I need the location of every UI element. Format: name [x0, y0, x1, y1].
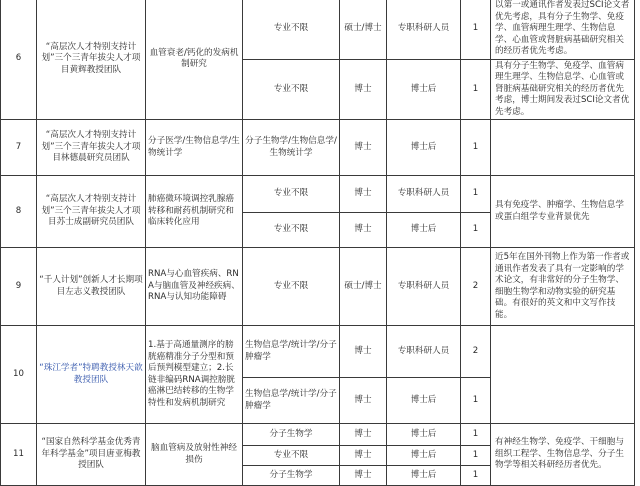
team-name: “高层次人才特别支持计划”三个三青年拔尖人才项目林德晨研究员团队	[37, 120, 146, 176]
requirement-cell: 近5年在国外刊物上作为第一作者或通讯作者发表了具有一定影响的学术论文，有非常好的分子生物学、细胞生物学和动物实验的研究基础。有很好的英文和中文写作技能。	[491, 248, 635, 326]
row-number: 6	[1, 0, 37, 120]
position-cell: 专职科研人员	[387, 248, 461, 326]
table-row	[1, 120, 635, 176]
team-name: “千人计划”创新人才长期项目左志义教授团队	[37, 248, 146, 326]
table-row	[1, 326, 635, 378]
degree-cell: 博士	[340, 59, 387, 120]
count-cell: 1	[461, 213, 491, 248]
count-cell: 1	[461, 378, 491, 424]
degree-cell: 博士	[340, 446, 387, 466]
major-cell: 分子生物学/生物信息学/生物统计学	[243, 120, 340, 176]
table-row	[1, 176, 635, 213]
count-cell: 2	[461, 326, 491, 378]
requirement-cell	[491, 120, 635, 176]
degree-cell: 博士	[340, 176, 387, 213]
major-cell: 专业不限	[243, 213, 340, 248]
row-number: 11	[1, 424, 37, 486]
research-direction: 血管衰老/钙化的发病机制研究	[146, 0, 243, 120]
research-direction: 肺癌微环境调控乳腺癌转移和耐药机制研究和临床转化应用	[146, 176, 243, 248]
major-cell: 专业不限	[243, 0, 340, 59]
research-direction: RNA与心血管疾病、RNA与脑血管及神经疾病、RNA与认知功能障碍	[146, 248, 243, 326]
position-cell: 博士后	[387, 213, 461, 248]
count-cell: 1	[461, 120, 491, 176]
count-cell: 1	[461, 466, 491, 486]
table-row	[1, 248, 635, 326]
position-cell: 专职科研人员	[387, 176, 461, 213]
team-name: “国家自然科学基金优秀青年科学基金”项目唐亚梅教授团队	[37, 424, 146, 486]
position-cell: 博士后	[387, 120, 461, 176]
position-cell: 博士后	[387, 378, 461, 424]
requirement-cell: 以第一或通讯作者发表过SCI论文者优先考虑，具有分子生物学、免疫学、血管病理生理学、生物信息学、心血管或肾脏病基础研究相关的经历者优先考虑。	[491, 0, 635, 59]
count-cell: 1	[461, 424, 491, 446]
position-cell: 专职科研人员	[387, 326, 461, 378]
team-name: “高层次人才特别支持计划”三个三青年拔尖人才项目苏士成副研究员团队	[37, 176, 146, 248]
research-direction: 分子医学/生物信息学/生物统计学	[146, 120, 243, 176]
degree-cell: 博士	[340, 213, 387, 248]
row-number: 7	[1, 120, 37, 176]
position-cell: 博士后	[387, 59, 461, 120]
count-cell: 1	[461, 59, 491, 120]
requirement-cell	[491, 326, 635, 424]
major-cell: 生物信息学/统计学/分子肿瘤学	[243, 378, 340, 424]
major-cell: 专业不限	[243, 176, 340, 213]
position-cell: 博士后	[387, 424, 461, 446]
count-cell: 1	[461, 446, 491, 466]
row-number: 9	[1, 248, 37, 326]
major-cell: 分子生物学	[243, 466, 340, 486]
major-cell: 专业不限	[243, 248, 340, 326]
row-number: 10	[1, 326, 37, 424]
degree-cell: 硕士/博士	[340, 248, 387, 326]
requirement-cell: 具有免疫学、肿瘤学、生物信息学或蛋白组学专业背景优先	[491, 176, 635, 248]
row-number: 8	[1, 176, 37, 248]
position-cell: 博士后	[387, 446, 461, 466]
degree-cell: 硕士/博士	[340, 0, 387, 59]
position-cell: 博士后	[387, 466, 461, 486]
degree-cell: 博士	[340, 424, 387, 446]
count-cell: 1	[461, 176, 491, 213]
research-direction: 脑血管病及放射性神经损伤	[146, 424, 243, 486]
requirement-cell: 有神经生物学、免疫学、干细胞与组织工程学、生物信息学、分子生物学等相关科研经历者优先。	[491, 424, 635, 486]
degree-cell: 博士	[340, 378, 387, 424]
major-cell: 专业不限	[243, 59, 340, 120]
position-cell: 专职科研人员	[387, 0, 461, 59]
major-cell: 分子生物学	[243, 424, 340, 446]
table-row	[1, 0, 635, 59]
table-row	[1, 424, 635, 446]
degree-cell: 博士	[340, 326, 387, 378]
requirement-cell: 具有分子生物学、免疫学、血管病理生理学、生物信息学、心血管或肾脏病基础研究相关的经历者优先考虑，博士期间发表过SCI论文者优先考虑。	[491, 59, 635, 120]
major-cell: 专业不限	[243, 446, 340, 466]
team-name: “珠江学者”特聘教授林天歆教授团队	[37, 326, 146, 424]
count-cell: 1	[461, 0, 491, 59]
degree-cell: 博士	[340, 120, 387, 176]
major-cell: 生物信息学/统计学/分子肿瘤学	[243, 326, 340, 378]
degree-cell: 博士	[340, 466, 387, 486]
count-cell: 2	[461, 248, 491, 326]
research-direction: 1.基于高通量测序的膀胱癌精准分子分型和预后预判模型建立；2.长链非编码RNA调控膀胱癌淋巴结转移的生物学特性和发病机制研究	[146, 326, 243, 424]
team-name: “高层次人才特别支持计划”三个三青年拔尖人才项目黄辉教授团队	[37, 0, 146, 120]
